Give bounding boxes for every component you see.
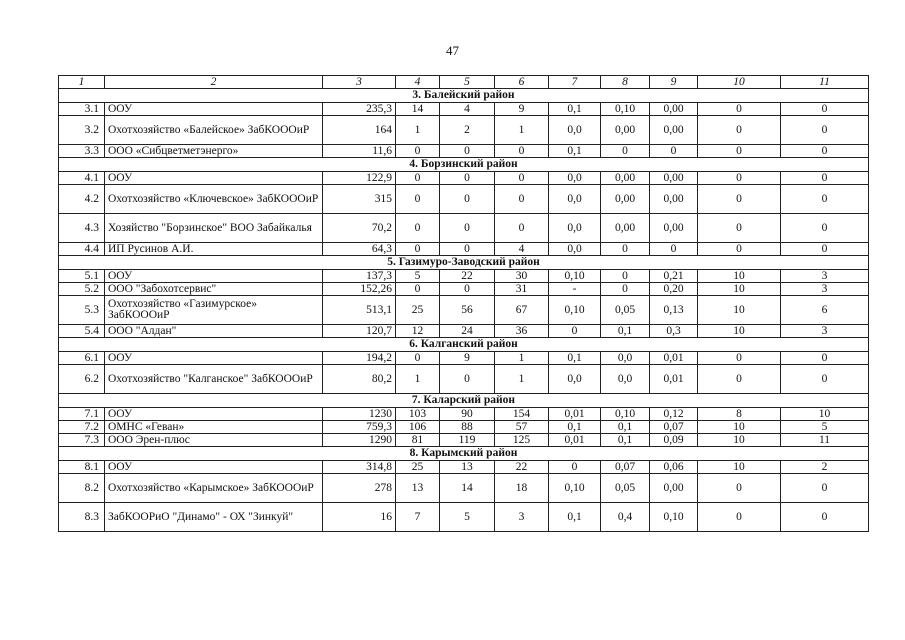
table-row (59, 503, 869, 532)
cell-col-4: 1 (396, 116, 440, 145)
cell-col-3: 1230 (323, 408, 396, 421)
cell-col-8: 0,00 (601, 214, 650, 243)
cell-col-9: 0,21 (650, 270, 698, 283)
cell-col-4: 7 (396, 503, 440, 532)
cell-col-5: 22 (440, 270, 495, 283)
cell-col-9: 0,00 (650, 185, 698, 214)
table-row (59, 214, 869, 243)
row-code: 4.3 (59, 214, 105, 243)
section-row (59, 256, 869, 270)
cell-col-8: 0,1 (601, 421, 650, 434)
cell-col-6: 22 (495, 461, 549, 474)
cell-col-6: 154 (495, 408, 549, 421)
cell-col-10: 10 (698, 421, 781, 434)
cell-col-6: 4 (495, 243, 549, 256)
cell-col-9: 0,06 (650, 461, 698, 474)
table-row (59, 434, 869, 447)
row-code: 8.2 (59, 474, 105, 503)
cell-col-10: 0 (698, 214, 781, 243)
cell-col-6: 31 (495, 283, 549, 296)
cell-col-10: 0 (698, 352, 781, 365)
cell-col-7: 0,01 (549, 408, 601, 421)
cell-col-11: 0 (781, 365, 869, 394)
cell-col-7: - (549, 283, 601, 296)
cell-col-8: 0,0 (601, 352, 650, 365)
cell-col-6: 125 (495, 434, 549, 447)
cell-col-11: 0 (781, 185, 869, 214)
row-name: Охотхозяйство «Газимурское» ЗабКОООиР (105, 296, 323, 325)
cell-col-8: 0,10 (601, 408, 650, 421)
cell-col-5: 5 (440, 503, 495, 532)
header-cell: 1 (59, 76, 105, 89)
cell-col-8: 0,00 (601, 116, 650, 145)
cell-col-4: 0 (396, 172, 440, 185)
cell-col-4: 25 (396, 461, 440, 474)
cell-col-3: 235,3 (323, 103, 396, 116)
cell-col-11: 5 (781, 421, 869, 434)
cell-col-5: 0 (440, 145, 495, 158)
table-row (59, 408, 869, 421)
row-name: ООО Эрен-плюс (105, 434, 323, 447)
table-row (59, 185, 869, 214)
header-cell: 5 (440, 76, 495, 89)
cell-col-10: 0 (698, 145, 781, 158)
cell-col-7: 0,10 (549, 296, 601, 325)
cell-col-8: 0 (601, 243, 650, 256)
row-code: 5.3 (59, 296, 105, 325)
cell-col-6: 36 (495, 325, 549, 338)
cell-col-9: 0,3 (650, 325, 698, 338)
cell-col-5: 13 (440, 461, 495, 474)
cell-col-8: 0 (601, 145, 650, 158)
cell-col-4: 0 (396, 283, 440, 296)
cell-col-7: 0,0 (549, 185, 601, 214)
cell-col-10: 10 (698, 270, 781, 283)
table-row (59, 365, 869, 394)
cell-col-4: 103 (396, 408, 440, 421)
cell-col-10: 8 (698, 408, 781, 421)
cell-col-8: 0,1 (601, 434, 650, 447)
cell-col-10: 0 (698, 172, 781, 185)
header-cell: 10 (698, 76, 781, 89)
row-code: 5.4 (59, 325, 105, 338)
row-name: Хозяйство "Борзинское" ВОО Забайкалья (105, 214, 323, 243)
cell-col-11: 0 (781, 243, 869, 256)
section-row (59, 89, 869, 103)
cell-col-10: 0 (698, 103, 781, 116)
cell-col-9: 0,00 (650, 103, 698, 116)
section-title: 4. Борзинский район (59, 158, 869, 172)
cell-col-10: 0 (698, 503, 781, 532)
header-cell: 4 (396, 76, 440, 89)
cell-col-10: 10 (698, 283, 781, 296)
cell-col-4: 13 (396, 474, 440, 503)
cell-col-5: 0 (440, 283, 495, 296)
header-cell: 6 (495, 76, 549, 89)
cell-col-4: 14 (396, 103, 440, 116)
table-row (59, 283, 869, 296)
cell-col-8: 0,1 (601, 325, 650, 338)
cell-col-9: 0,01 (650, 365, 698, 394)
cell-col-9: 0,00 (650, 172, 698, 185)
table-row (59, 352, 869, 365)
cell-col-7: 0,1 (549, 503, 601, 532)
cell-col-5: 88 (440, 421, 495, 434)
cell-col-8: 0,05 (601, 474, 650, 503)
cell-col-3: 137,3 (323, 270, 396, 283)
cell-col-6: 0 (495, 172, 549, 185)
row-name: ЗабКООРиО "Динамо" - ОХ "Зинкуй" (105, 503, 323, 532)
cell-col-9: 0 (650, 145, 698, 158)
row-code: 4.1 (59, 172, 105, 185)
cell-col-6: 3 (495, 503, 549, 532)
cell-col-11: 0 (781, 352, 869, 365)
cell-col-6: 30 (495, 270, 549, 283)
row-code: 6.1 (59, 352, 105, 365)
row-code: 4.2 (59, 185, 105, 214)
table-row (59, 325, 869, 338)
cell-col-7: 0,1 (549, 103, 601, 116)
row-code: 5.1 (59, 270, 105, 283)
cell-col-3: 80,2 (323, 365, 396, 394)
row-code: 8.1 (59, 461, 105, 474)
cell-col-11: 3 (781, 283, 869, 296)
cell-col-4: 5 (396, 270, 440, 283)
cell-col-4: 0 (396, 352, 440, 365)
cell-col-9: 0,00 (650, 214, 698, 243)
cell-col-6: 0 (495, 145, 549, 158)
table-row (59, 296, 869, 325)
row-code: 6.2 (59, 365, 105, 394)
cell-col-7: 0,0 (549, 172, 601, 185)
cell-col-7: 0,1 (549, 145, 601, 158)
row-code: 3.2 (59, 116, 105, 145)
table-row (59, 116, 869, 145)
cell-col-3: 1290 (323, 434, 396, 447)
cell-col-8: 0,00 (601, 172, 650, 185)
header-cell: 2 (105, 76, 323, 89)
table-row (59, 270, 869, 283)
cell-col-8: 0,05 (601, 296, 650, 325)
cell-col-7: 0,0 (549, 365, 601, 394)
row-name: ООУ (105, 103, 323, 116)
section-title: 7. Каларский район (59, 394, 869, 408)
section-row (59, 158, 869, 172)
row-name: Охотхозяйство "Калганское" ЗабКОООиР (105, 365, 323, 394)
cell-col-5: 9 (440, 352, 495, 365)
row-name: Охотхозяйство «Карымское» ЗабКОООиР (105, 474, 323, 503)
cell-col-9: 0,00 (650, 474, 698, 503)
header-cell: 7 (549, 76, 601, 89)
table-row (59, 145, 869, 158)
cell-col-10: 10 (698, 296, 781, 325)
table-row (59, 243, 869, 256)
cell-col-11: 3 (781, 270, 869, 283)
cell-col-9: 0,09 (650, 434, 698, 447)
cell-col-9: 0,13 (650, 296, 698, 325)
cell-col-11: 0 (781, 103, 869, 116)
cell-col-5: 0 (440, 365, 495, 394)
cell-col-6: 1 (495, 116, 549, 145)
cell-col-6: 67 (495, 296, 549, 325)
cell-col-8: 0,07 (601, 461, 650, 474)
row-name: ООО "Забохотсервис" (105, 283, 323, 296)
cell-col-10: 0 (698, 185, 781, 214)
cell-col-11: 0 (781, 474, 869, 503)
cell-col-7: 0,0 (549, 116, 601, 145)
row-code: 5.2 (59, 283, 105, 296)
cell-col-3: 164 (323, 116, 396, 145)
cell-col-9: 0,20 (650, 283, 698, 296)
table-row (59, 172, 869, 185)
header-cell: 3 (323, 76, 396, 89)
cell-col-7: 0,1 (549, 352, 601, 365)
cell-col-10: 0 (698, 474, 781, 503)
cell-col-6: 0 (495, 185, 549, 214)
row-code: 3.1 (59, 103, 105, 116)
cell-col-11: 11 (781, 434, 869, 447)
cell-col-10: 10 (698, 461, 781, 474)
cell-col-9: 0,01 (650, 352, 698, 365)
table-row (59, 421, 869, 434)
cell-col-11: 0 (781, 116, 869, 145)
cell-col-6: 1 (495, 365, 549, 394)
cell-col-7: 0,10 (549, 474, 601, 503)
cell-col-8: 0,00 (601, 185, 650, 214)
cell-col-5: 14 (440, 474, 495, 503)
cell-col-11: 6 (781, 296, 869, 325)
cell-col-5: 2 (440, 116, 495, 145)
cell-col-7: 0 (549, 325, 601, 338)
row-name: ООО "Алдан" (105, 325, 323, 338)
header-cell: 9 (650, 76, 698, 89)
section-title: 5. Газимуро-Заводский район (59, 256, 869, 270)
row-code: 7.2 (59, 421, 105, 434)
row-code: 7.1 (59, 408, 105, 421)
row-code: 4.4 (59, 243, 105, 256)
cell-col-3: 513,1 (323, 296, 396, 325)
row-name: ОМНС «Геван» (105, 421, 323, 434)
cell-col-8: 0,4 (601, 503, 650, 532)
cell-col-4: 1 (396, 365, 440, 394)
row-name: Охотхозяйство «Ключевское» ЗабКОООиР (105, 185, 323, 214)
cell-col-7: 0,1 (549, 421, 601, 434)
cell-col-3: 759,3 (323, 421, 396, 434)
row-code: 8.3 (59, 503, 105, 532)
cell-col-4: 0 (396, 145, 440, 158)
row-name: ООУ (105, 270, 323, 283)
cell-col-5: 24 (440, 325, 495, 338)
table-row (59, 474, 869, 503)
table-row (59, 103, 869, 116)
cell-col-8: 0,10 (601, 103, 650, 116)
cell-col-11: 0 (781, 145, 869, 158)
cell-col-4: 25 (396, 296, 440, 325)
cell-col-6: 0 (495, 214, 549, 243)
cell-col-3: 120,7 (323, 325, 396, 338)
cell-col-7: 0,0 (549, 214, 601, 243)
cell-col-7: 0 (549, 461, 601, 474)
cell-col-4: 0 (396, 243, 440, 256)
row-name: ООО «Сибцветметэнерго» (105, 145, 323, 158)
cell-col-11: 2 (781, 461, 869, 474)
cell-col-11: 0 (781, 172, 869, 185)
wildlife-table (58, 75, 869, 532)
cell-col-10: 0 (698, 365, 781, 394)
cell-col-9: 0,10 (650, 503, 698, 532)
cell-col-4: 0 (396, 185, 440, 214)
section-row (59, 447, 869, 461)
cell-col-4: 106 (396, 421, 440, 434)
cell-col-3: 278 (323, 474, 396, 503)
row-name: Охотхозяйство «Балейское» ЗабКОООиР (105, 116, 323, 145)
row-name: ООУ (105, 172, 323, 185)
table-row (59, 461, 869, 474)
cell-col-11: 0 (781, 503, 869, 532)
row-code: 3.3 (59, 145, 105, 158)
cell-col-10: 10 (698, 325, 781, 338)
row-name: ООУ (105, 352, 323, 365)
cell-col-10: 0 (698, 116, 781, 145)
page-number: 47 (446, 43, 459, 58)
cell-col-5: 0 (440, 185, 495, 214)
section-title: 6. Калганский район (59, 338, 869, 352)
cell-col-8: 0 (601, 270, 650, 283)
cell-col-10: 0 (698, 243, 781, 256)
cell-col-3: 194,2 (323, 352, 396, 365)
cell-col-5: 0 (440, 214, 495, 243)
cell-col-11: 10 (781, 408, 869, 421)
cell-col-3: 11,6 (323, 145, 396, 158)
cell-col-3: 70,2 (323, 214, 396, 243)
cell-col-8: 0 (601, 283, 650, 296)
cell-col-6: 18 (495, 474, 549, 503)
cell-col-9: 0 (650, 243, 698, 256)
cell-col-3: 16 (323, 503, 396, 532)
header-cell: 8 (601, 76, 650, 89)
cell-col-5: 0 (440, 172, 495, 185)
cell-col-4: 0 (396, 214, 440, 243)
cell-col-3: 152,26 (323, 283, 396, 296)
section-row (59, 394, 869, 408)
cell-col-4: 12 (396, 325, 440, 338)
section-title: 8. Карымский район (59, 447, 869, 461)
cell-col-5: 0 (440, 243, 495, 256)
cell-col-6: 9 (495, 103, 549, 116)
cell-col-6: 1 (495, 352, 549, 365)
cell-col-7: 0,10 (549, 270, 601, 283)
section-title: 3. Балейский район (59, 89, 869, 103)
cell-col-9: 0,07 (650, 421, 698, 434)
cell-col-5: 90 (440, 408, 495, 421)
cell-col-3: 314,8 (323, 461, 396, 474)
cell-col-10: 10 (698, 434, 781, 447)
cell-col-5: 119 (440, 434, 495, 447)
row-name: ООУ (105, 461, 323, 474)
cell-col-11: 3 (781, 325, 869, 338)
cell-col-6: 57 (495, 421, 549, 434)
cell-col-9: 0,12 (650, 408, 698, 421)
row-name: ИП Русинов А.И. (105, 243, 323, 256)
header-cell: 11 (781, 76, 869, 89)
row-code: 7.3 (59, 434, 105, 447)
cell-col-8: 0,0 (601, 365, 650, 394)
cell-col-5: 56 (440, 296, 495, 325)
cell-col-5: 4 (440, 103, 495, 116)
cell-col-11: 0 (781, 214, 869, 243)
section-row (59, 338, 869, 352)
cell-col-7: 0,01 (549, 434, 601, 447)
row-name: ООУ (105, 408, 323, 421)
cell-col-3: 122,9 (323, 172, 396, 185)
cell-col-3: 315 (323, 185, 396, 214)
table-body (59, 76, 869, 532)
header-row (59, 76, 869, 89)
cell-col-3: 64,3 (323, 243, 396, 256)
cell-col-7: 0,0 (549, 243, 601, 256)
cell-col-9: 0,00 (650, 116, 698, 145)
cell-col-4: 81 (396, 434, 440, 447)
